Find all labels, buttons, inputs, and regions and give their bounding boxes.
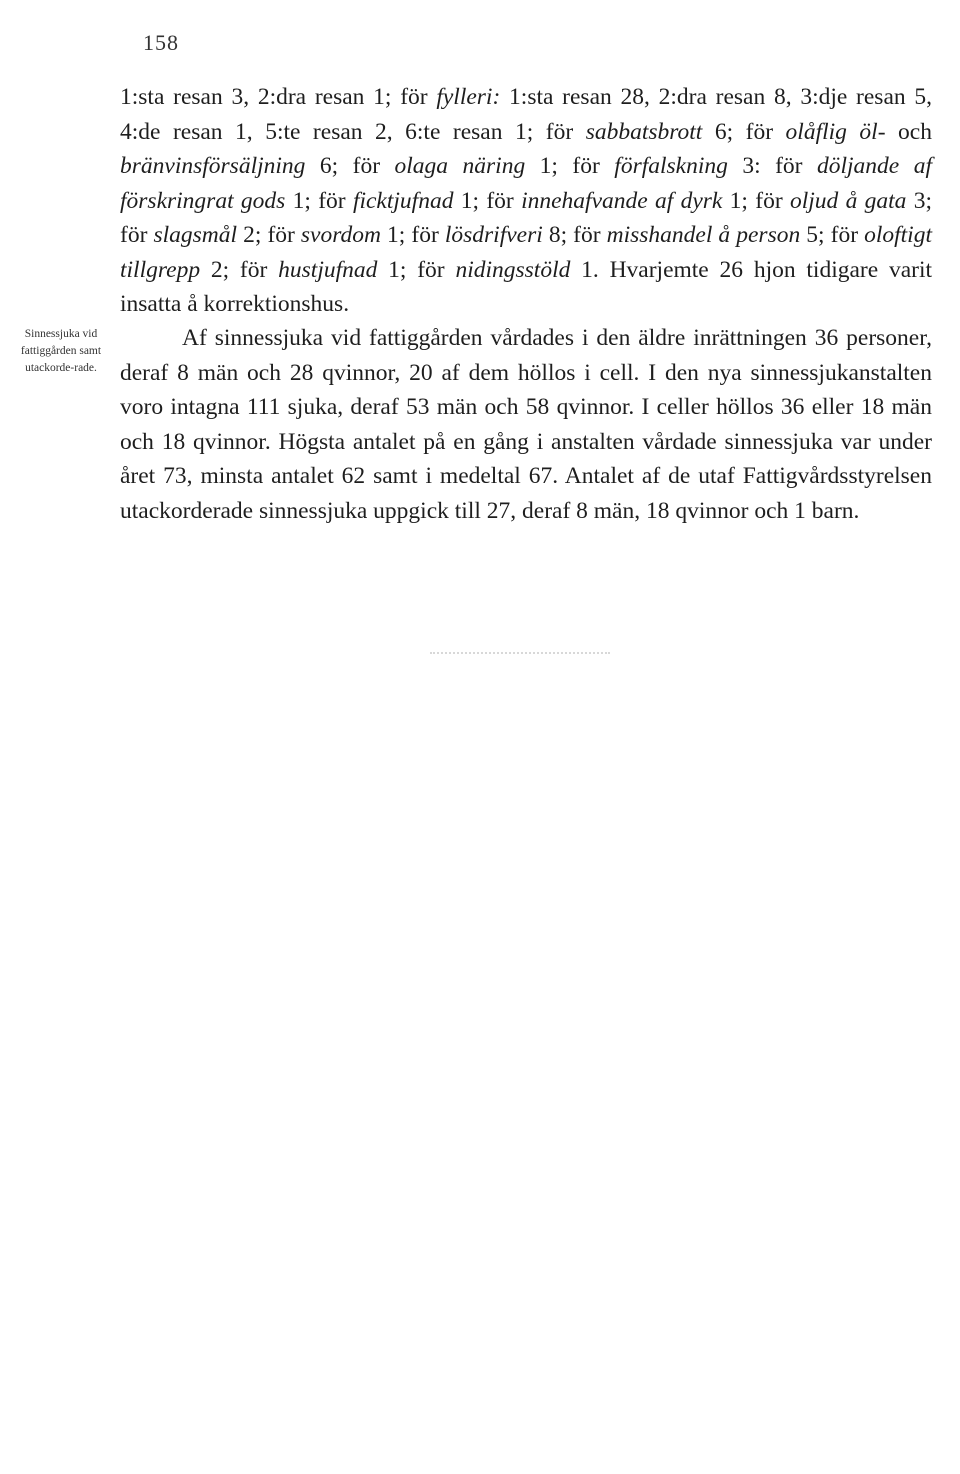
text-run: 6; för: [702, 118, 786, 145]
text-run: 1; för: [453, 187, 522, 214]
text-run-italic: ficktjufnad: [352, 187, 454, 214]
text-run: 6; för: [305, 153, 395, 179]
text-run-italic: misshandel å person: [606, 222, 801, 248]
text-run: 1:sta resan 28, 2:dra resan 8, 3:dje resan 5, 4:de resan 1, 5:te resan 2, 6:te resan 1; för: [120, 84, 933, 145]
text-run: 2; för: [200, 256, 279, 283]
text-run: 3: för: [727, 153, 817, 179]
text-run: 1:sta resan 3, 2:dra resan 1; för: [120, 84, 437, 110]
text-run: 1; för: [380, 222, 445, 248]
text-run: 5; för: [800, 222, 865, 248]
text-run: och: [885, 118, 932, 145]
text-run-italic: olåflig öl-: [785, 118, 886, 145]
text-run-italic: lösdrifveri: [444, 222, 543, 248]
text-run-italic: sabbatsbrott: [585, 118, 703, 145]
text-run: 1; för: [525, 153, 615, 179]
text-run: 1. Hvarjemte 26 hjon tidigare varit insatta å korrektionshus.: [120, 256, 933, 317]
text-run-italic: nidingsstöld: [455, 256, 571, 283]
text-run: 8; för: [542, 222, 607, 248]
text-run-italic: hustjufnad: [278, 256, 378, 283]
text-run-italic: oljud å gata: [789, 187, 907, 214]
text-run: 1; för: [377, 256, 456, 283]
text-run-italic: olaga näring: [394, 153, 526, 179]
text-run: 2; för: [237, 222, 301, 248]
page-number: 158: [143, 30, 179, 55]
scan-speck-line: [430, 652, 610, 656]
text-run-italic: döljande af förskringrat gods: [120, 153, 932, 214]
paragraph-mentally-ill: [120, 321, 932, 528]
text-run: Af sinnessjuka vid fattiggården vårdades i den äldre inrättningen 36 personer, deraf 8 män och 28 qvinnor, 20 af dem höllos i cell. I den nya sinnessjukanstalten voro intagna 111 sjuka, deraf 53 män och 58 qvinnor. I celler höllos 36 eller 18 män och 18 qvinnor. Högsta antalet på en gång i anstalten vårdade sinnessjuka var under året 73, minsta antalet 62 samt i medeltal 67. Antalet af de utaf Fattigvårdsstyrelsen utackorderade sinnessjuka uppgick till 27, deraf 8 män, 18 qvinnor och 1 barn.: [120, 325, 932, 524]
text-run-italic: oloftigt tillgrepp: [120, 222, 932, 283]
text-run-italic: innehafvande af dyrk: [521, 187, 723, 214]
text-run-italic: bränvinsförsäljning: [120, 153, 306, 179]
text-run: 3; för: [120, 187, 933, 248]
text-run-italic: förfalskning: [614, 153, 728, 179]
text-run-italic: slagsmål: [153, 222, 238, 248]
text-run: 1; för: [722, 187, 790, 214]
text-run: 1; för: [285, 187, 353, 214]
text-run-italic: svordom: [300, 222, 381, 248]
marginal-note: Sinnessjuka vid fattiggården samt utackorde-rade.: [20, 328, 102, 374]
text-run-italic: fylleri:: [436, 84, 501, 110]
paragraph-offenses: [120, 80, 932, 322]
